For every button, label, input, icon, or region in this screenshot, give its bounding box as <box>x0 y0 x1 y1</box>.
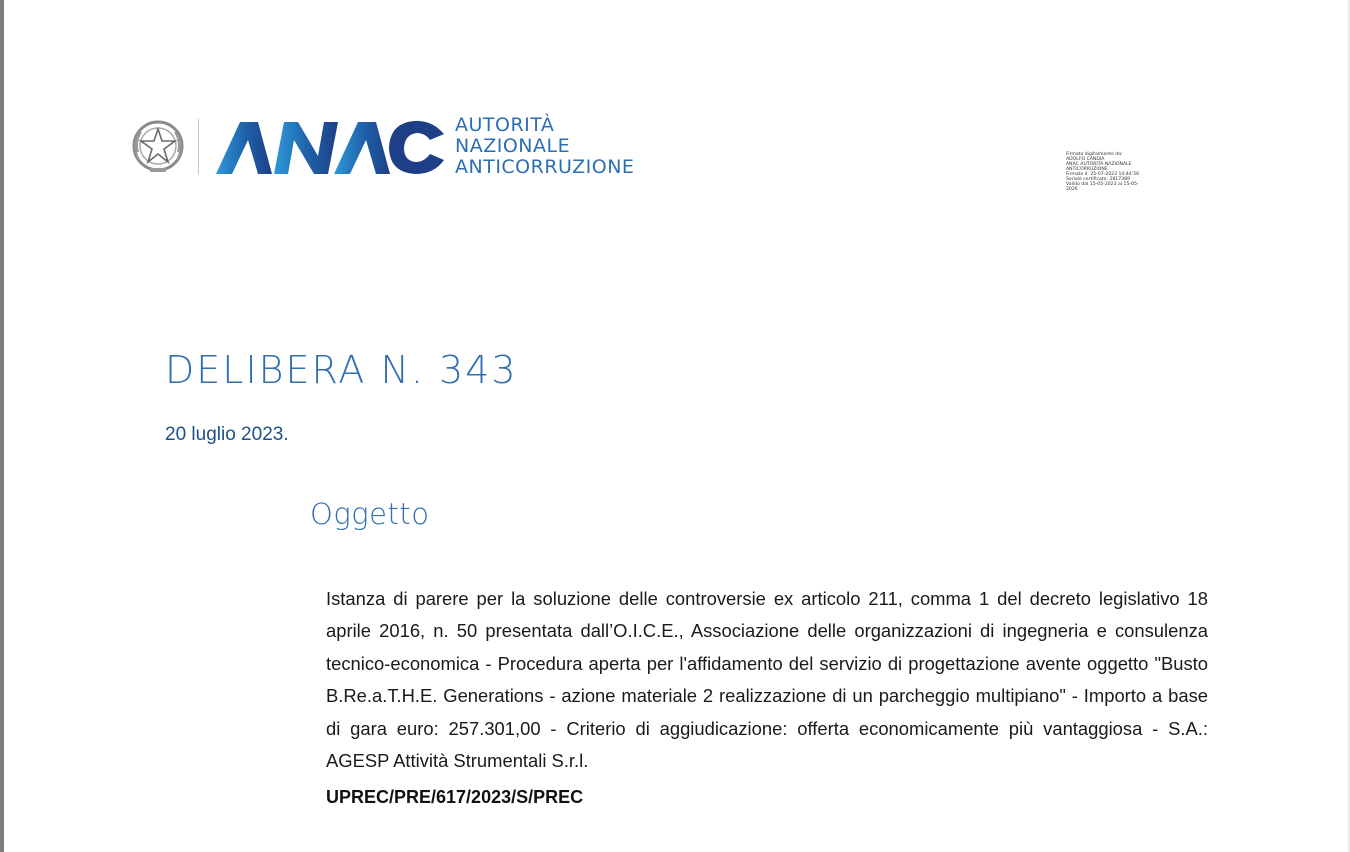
signature-line: Valido dal 15-05-2023 al 15-05- <box>1066 182 1139 187</box>
subject-heading: Oggetto <box>310 497 430 531</box>
logo-caption-line: AUTORITÀ <box>455 114 555 136</box>
page-left-edge <box>0 0 4 852</box>
subject-body: Istanza di parere per la soluzione delle controversie ex articolo 211, comma 1 del decreto legislativo 18 aprile 2016, n. 50 presentata dall’O.I.C.E., Associazione delle organizzazioni di ingegneria e consulenza tecnico-economica - Procedura aperta per l'affidamento del servizio di progettazione avente oggetto "Busto B.Re.a.T.H.E. Generations - azione materiale 2 realizzazione di un parcheggio multipiano" - Importo a base di gara euro: 257.301,00 - Criterio di aggiudicazione: offerta economicamente più vantaggiosa - S.A.: AGESP Attività Strumentali S.r.l. <box>326 588 1208 772</box>
signature-line: Seriale certificato: 2817389 <box>1066 177 1130 182</box>
anac-wordmark-logo <box>214 116 446 178</box>
logo-divider <box>198 119 199 175</box>
signature-line: Firmato digitalmente da: <box>1066 152 1123 157</box>
protocol-reference: UPREC/PRE/617/2023/S/PREC <box>326 787 584 807</box>
digital-signature-stamp <box>1066 152 1156 192</box>
logo-caption-line: NAZIONALE <box>455 135 571 157</box>
signature-line: ANTICORRUZIONE <box>1066 167 1108 172</box>
logo-caption <box>455 115 634 178</box>
document-date: 20 luglio 2023. <box>165 424 289 445</box>
logo-caption-line: ANTICORRUZIONE <box>455 156 635 178</box>
signature-line: 2026 <box>1066 187 1078 192</box>
italian-republic-emblem-icon <box>130 116 186 176</box>
signature-line: ADOLFO CANDIA <box>1066 157 1105 162</box>
signature-line: ANAC AUTORITA NAZIONALE <box>1066 162 1132 167</box>
document-title: DELIBERA N. 343 <box>165 348 518 392</box>
signature-line: Firmato il: 25-07-2023 14:44:56 <box>1066 172 1140 177</box>
